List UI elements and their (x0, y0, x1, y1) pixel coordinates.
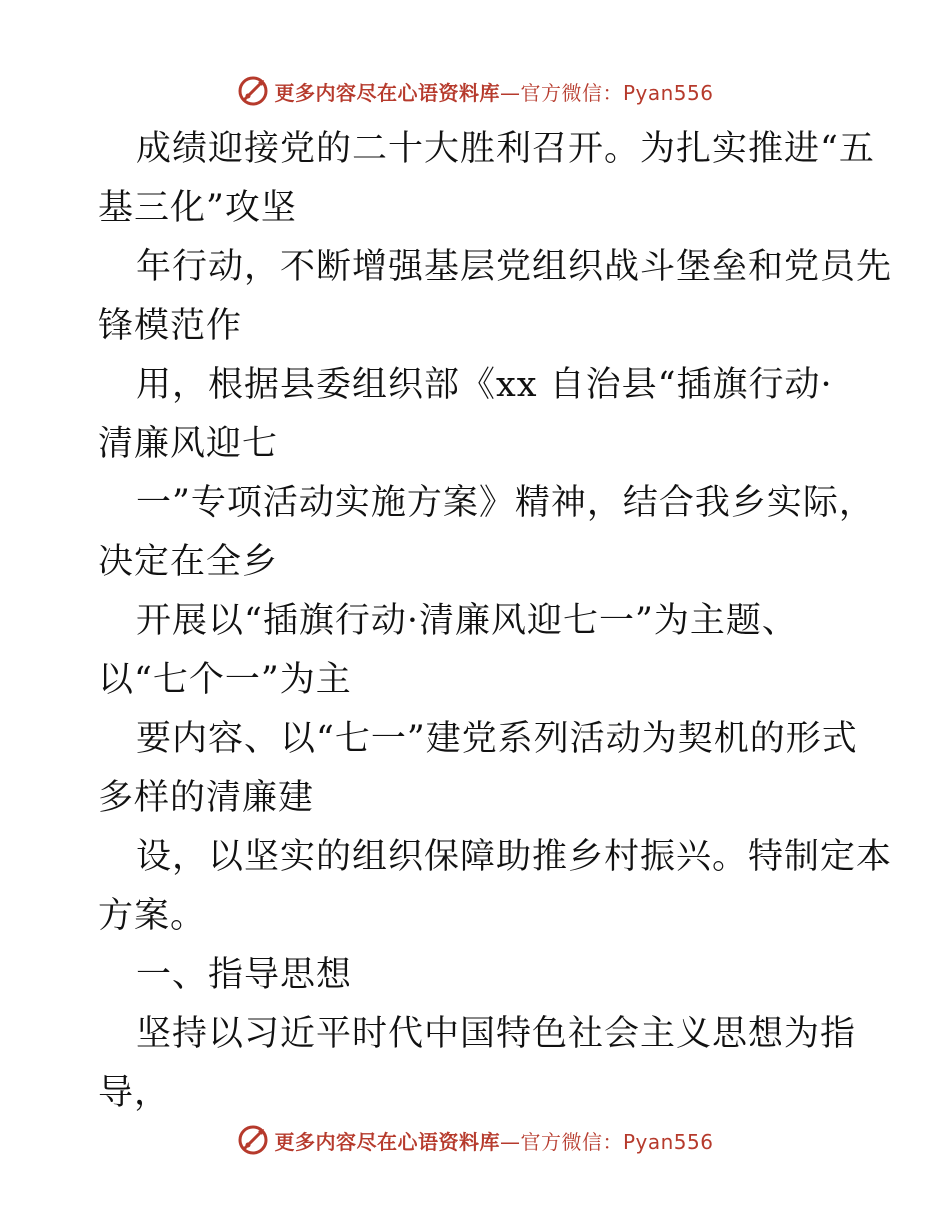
body-line: 一”专项活动实施方案》精神，结合我乡实际， (136, 483, 875, 523)
banner-wechat-text: 官方微信：Pyan556 (520, 80, 714, 105)
quill-logo-icon (236, 1123, 270, 1157)
section-heading: 一、指导思想 (136, 955, 353, 995)
body-line: 成绩迎接党的二十大胜利召开。为扎实推进“五 (136, 129, 875, 169)
quill-logo-icon (236, 74, 270, 108)
body-line: 开展以“插旗行动·清廉风迎七一”为主题、 (136, 601, 798, 641)
body-line: 锋模范作 (98, 306, 243, 346)
document-body (98, 120, 893, 1123)
banner-site-text: 更多内容尽在心语资料库 (274, 80, 500, 105)
body-line: 多样的清廉建 (98, 778, 315, 818)
banner-wechat-text: 官方微信：Pyan556 (520, 1129, 714, 1154)
footer-watermark-banner (0, 1120, 950, 1160)
body-line: 坚持以习近平时代中国特色社会主义思想为指 (136, 1014, 857, 1054)
body-line: 年行动，不断增强基层党组织战斗堡垒和党员先 (136, 247, 893, 287)
banner-separator: — (499, 1129, 521, 1154)
body-line: 要内容、以“七一”建党系列活动为契机的形式 (136, 719, 858, 759)
body-line: 清廉风迎七 (98, 424, 279, 464)
body-line: 用，根据县委组织部《xx 自治县“插旗行动· (136, 365, 833, 405)
body-line: 方案。 (98, 896, 207, 936)
body-line: 导， (98, 1073, 171, 1113)
body-line: 设，以坚实的组织保障助推乡村振兴。特制定本 (136, 837, 893, 877)
body-line: 决定在全乡 (98, 542, 279, 582)
body-line: 基三化”攻坚 (98, 188, 297, 228)
banner-separator: — (499, 80, 521, 105)
header-watermark-banner (0, 71, 950, 111)
body-line: 以“七个一”为主 (98, 660, 352, 700)
banner-site-text: 更多内容尽在心语资料库 (274, 1129, 500, 1154)
